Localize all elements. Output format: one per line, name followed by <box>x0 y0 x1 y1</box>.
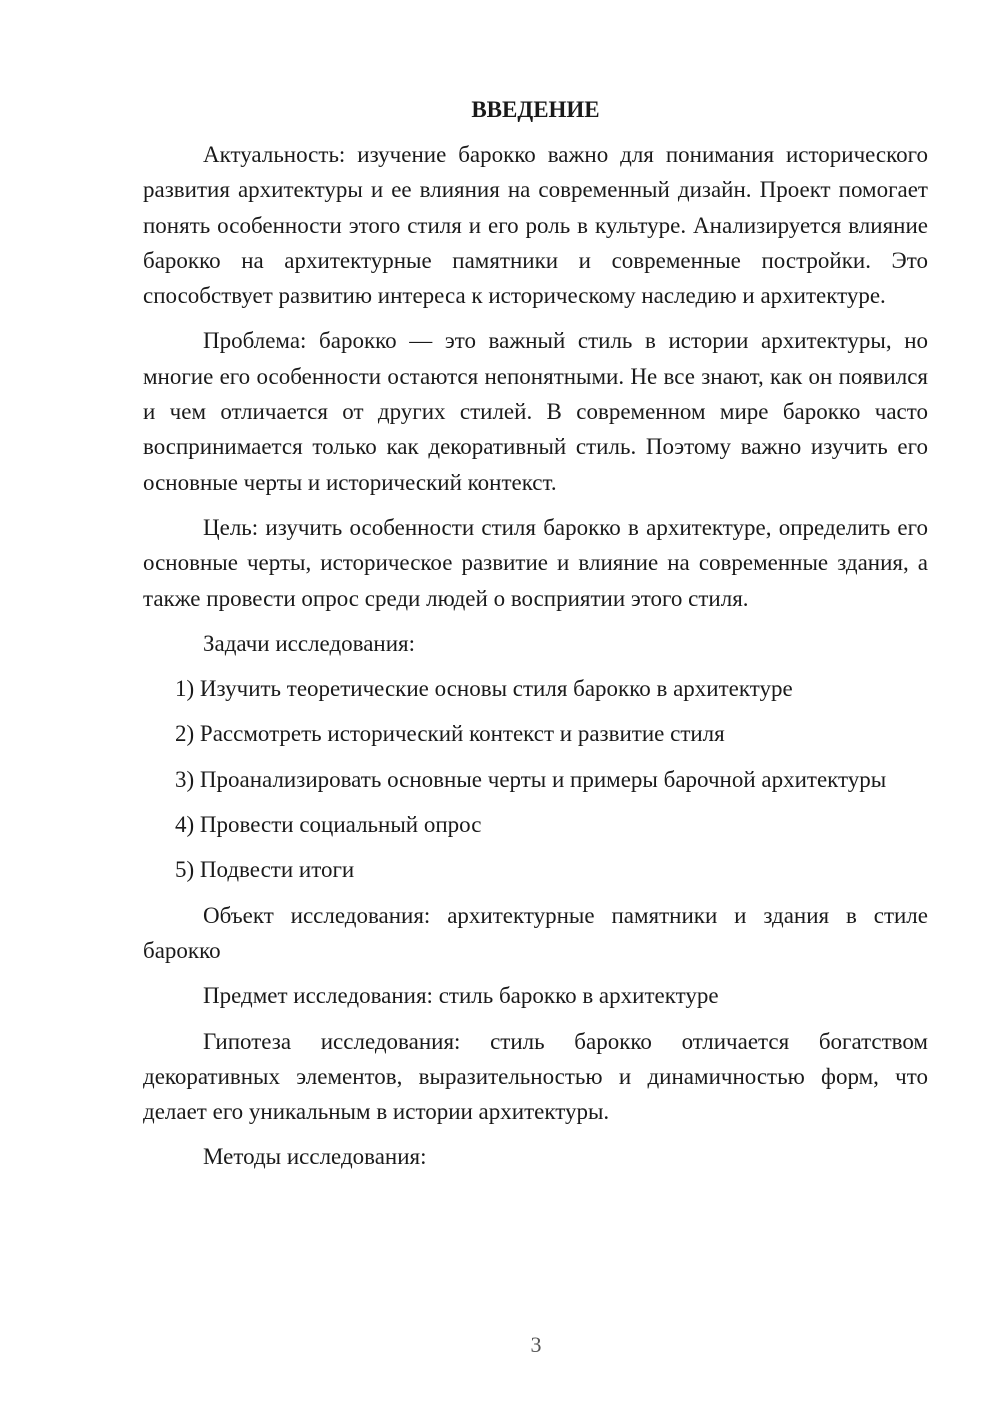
task-item-4: 4) Провести социальный опрос <box>175 812 482 838</box>
section-title: ВВЕДЕНИЕ <box>471 97 600 122</box>
paragraph-methods: Методы исследования: <box>203 1144 427 1170</box>
paragraph-tasks-heading: Задачи исследования: <box>203 630 416 656</box>
task-item-1: 1) Изучить теоретические основы стиля барокко в архитектуре <box>175 676 793 702</box>
paragraph-hypothesis: Гипотеза исследования: стиль барокко отличается богатством декоративных элементов, выразительностью и динамичностью форм, что делает его уникальным в истории архитектуры. <box>143 1028 928 1125</box>
paragraph-subject: Предмет исследования: стиль барокко в архитектуре <box>203 983 719 1009</box>
paragraph-relevance: Актуальность: изучение барокко важно для понимания исторического развития архитектуры и ее влияния на современный дизайн. Проект помогает понять особенности этого стиля и его роль в культуре. Анализируется влияние барокко на архитектурные памятники и современные постройки. Это способствует развитию интереса к историческому наследию и архитектуре. <box>143 142 928 309</box>
paragraph-problem: Проблема: барокко — это важный стиль в истории архитектуры, но многие его особенности остаются непонятными. Не все знают, как он появился и чем отличается от других стилей. В современном мире барокко часто воспринимается только как декоративный стиль. Поэтому важно изучить его основные черты и исторический контекст. <box>143 328 928 495</box>
task-item-2: 2) Рассмотреть исторический контекст и развитие стиля <box>175 721 725 747</box>
paragraph-goal: Цель: изучить особенности стиля барокко в архитектуре, определить его основные черты, историческое развитие и влияние на современные здания, а также провести опрос среди людей о восприятии этого стиля. <box>143 514 928 611</box>
task-item-3: 3) Проанализировать основные черты и примеры барочной архитектуры <box>175 766 887 792</box>
paragraph-object: Объект исследования: архитектурные памятники и здания в стиле барокко <box>143 902 928 963</box>
task-item-5: 5) Подвести итоги <box>175 857 355 883</box>
document-body <box>143 92 928 1185</box>
page-number: 3 <box>530 1332 542 1357</box>
